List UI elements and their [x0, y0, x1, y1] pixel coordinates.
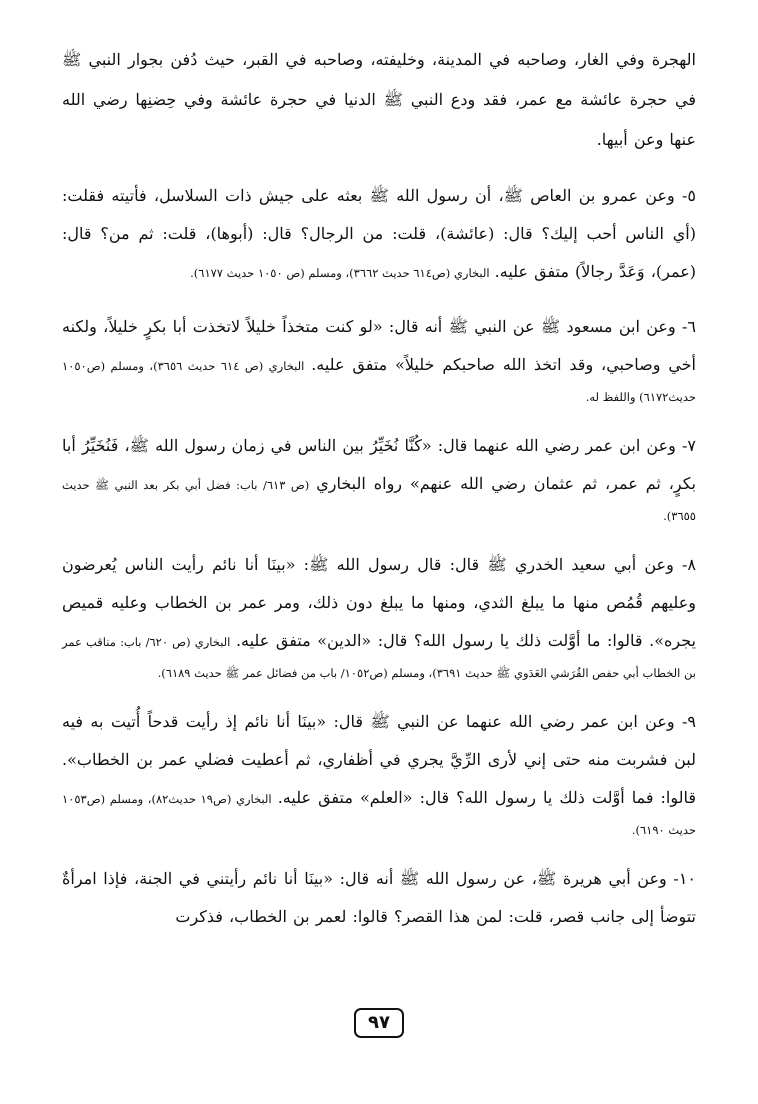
hadith-5: [62, 177, 696, 291]
page-number: ٩٧: [354, 1008, 404, 1038]
hadith-6: [62, 308, 696, 410]
hadith-8: [62, 546, 696, 686]
hadith-text: ١٠- وعن أبي هريرة ﷺ، عن رسول الله ﷺ أنه قال: «بينَا أنا نائم رأيتني في الجنة، فإذا امرأةٌ تتوضأ إلى جانب قصر، قلت: لمن هذا القصر؟ قالوا: لعمر بن الخطاب، فذكرت: [62, 869, 696, 926]
hadith-text: ٨- وعن أبي سعيد الخدري ﷺ قال: قال رسول الله ﷺ: «بينَا أنا نائم رأيت الناس يُعرضون وعليهم قُمُص منها ما يبلغ الثدي، ومنها ما يبلغ دون ذلك، ومر عمر بن الخطاب وعليه قميص يجره». قالوا: ما أوَّلت ذلك يا رسول الله؟ قال: «الدين» متفق عليه.: [62, 555, 696, 650]
hadith-text: ٩- وعن ابن عمر رضي الله عنهما عن النبي ﷺ قال: «بينَا أنا نائم إذ رأيت قدحاً أُتيت به فيه لبن فشربت منه حتى إني لأرى الرِّيَّ يجري في أظفاري، ثم أعطيت فضلي عمر بن الخطاب». قالوا: فما أوَّلت ذلك يا رسول الله؟ قال: «العلم» متفق عليه.: [62, 712, 697, 807]
hadith-reference: (ص ٦١٣/ باب: فضل أبي بكر بعد النبي ﷺ حديث ٣٦٥٥).: [62, 478, 696, 523]
hadith-text: ٦- وعن ابن مسعود ﷺ عن النبي ﷺ أنه قال: «لو كنت متخذاً خليلاً لاتخذت أبا بكرٍ خليلاً، ولكنه أخي وصاحبي، وقد اتخذ الله صاحبكم خليلاً» متفق عليه.: [62, 317, 696, 374]
paragraph-text: الهجرة وفي الغار، وصاحبه في المدينة، وخليفته، وصاحبه في القبر، حيث دُفن بجوار النبي ﷺ في حجرة عائشة مع عمر، فقد ودع النبي ﷺ الدنيا في حجرة عائشة وفي حِضنِها رضي الله عنها وعن أبيها.: [62, 50, 696, 149]
hadith-reference: البخاري (ص ٦١٤ حديث ٣٦٥٦)، ومسلم (ص١٠٥٠ حديث٦١٧٢) واللفظ له.: [62, 359, 696, 404]
hadith-reference: البخاري (ص٦١٤ حديث ٣٦٦٢)، ومسلم (ص ١٠٥٠ حديث ٦١٧٧).: [190, 266, 490, 280]
hadith-7: [62, 427, 696, 529]
paragraph-hijra-continuation: [62, 40, 696, 160]
hadith-text: ٥- وعن عمرو بن العاص ﷺ، أن رسول الله ﷺ بعثه على جيش ذات السلاسل، فأتيته فقلت: (أي الناس أحب إليك؟ قال: (عائشة)، قلت: من الرجال؟ قال: (أبوها)، قلت: ثم من؟ قال: (عمر)، وَعَدَّ رجالاً) متفق عليه.: [62, 186, 696, 281]
hadith-text: ٧- وعن ابن عمر رضي الله عنهما قال: «كُنَّا نُخَيِّرُ بين الناس في زمان رسول الله ﷺ، فَنُخَيِّرُ أبا بكرٍ، ثم عمر، ثم عثمان رضي الله عنهم» رواه البخاري: [62, 436, 697, 493]
hadith-9: [62, 703, 696, 843]
hadith-reference: البخاري (ص١٩ حديث٨٢)، ومسلم (ص١٠٥٣ حديث ٦١٩٠).: [62, 792, 696, 837]
hadith-reference: البخاري (ص ٦٢٠/ باب: مناقب عمر بن الخطاب أبي حفص القُرَشي العَدَوي ﷺ حديث ٣٦٩١)، ومسلم (ص١٠٥٢/ باب من فضائل عمر ﷺ حديث ٦١٨٩).: [62, 635, 696, 680]
hadith-10: [62, 860, 696, 936]
